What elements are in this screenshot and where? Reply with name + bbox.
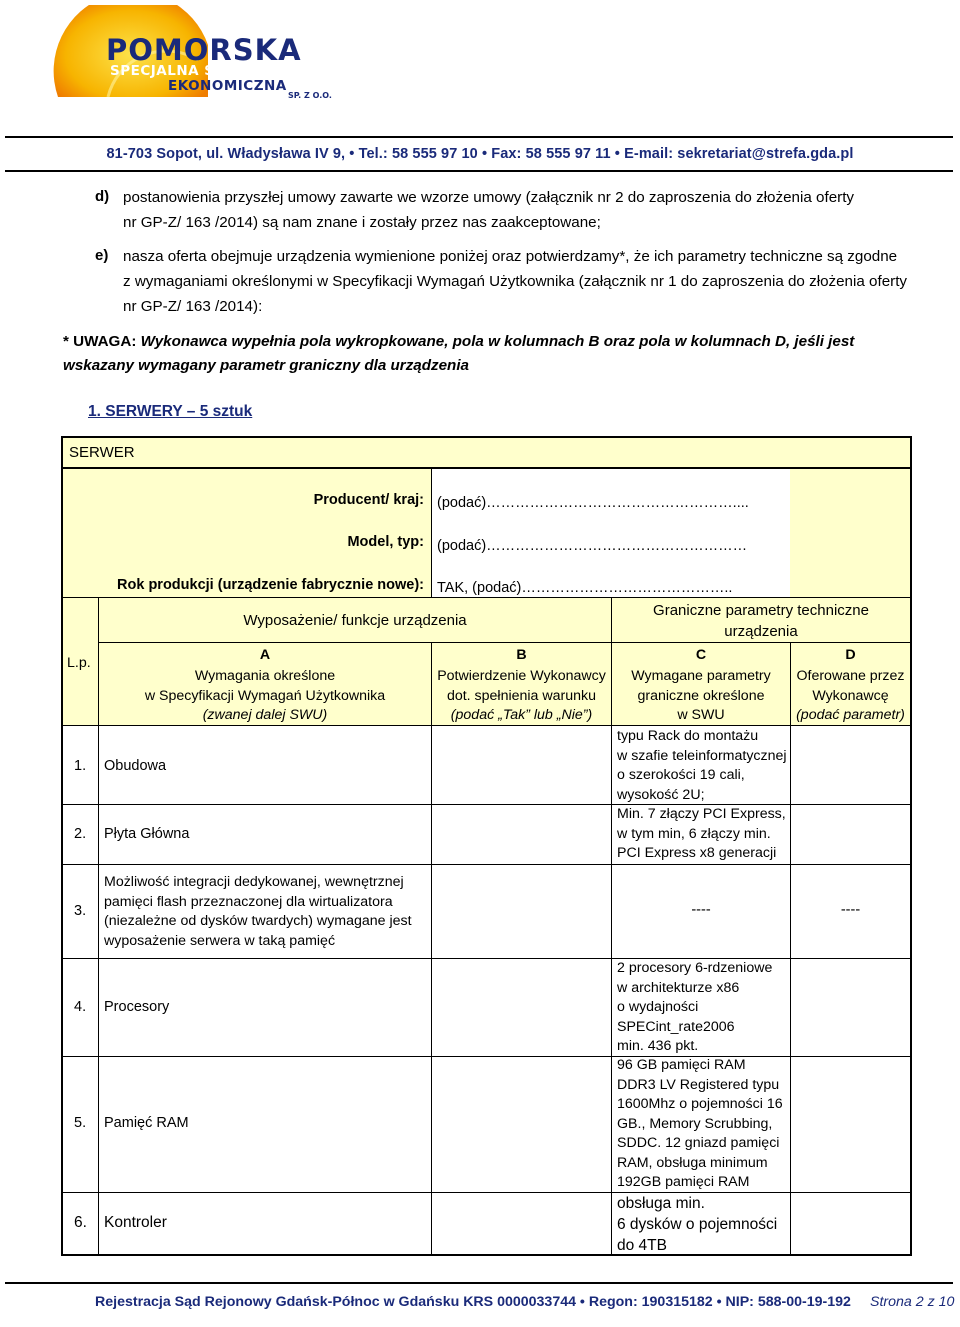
- row-5-d-input[interactable]: [791, 1057, 910, 1192]
- row-3-c-dash: ----: [691, 902, 711, 918]
- row-5-b-input[interactable]: [432, 1057, 611, 1192]
- row-3-d-dash: ----: [840, 902, 861, 918]
- row-3-b-input[interactable]: [432, 865, 611, 958]
- logo-text-line4: SP. Z O.O.: [288, 91, 332, 100]
- row-6-number: 6.: [74, 1214, 87, 1231]
- row-1-c-value: typu Rack do montażu w szafie teleinformatycznej o szerokości 19 cali, wysokość 2U;: [617, 728, 787, 803]
- group-header-right-1: Graniczne parametry techniczne: [653, 602, 869, 619]
- footer-registration: Rejestracja Sąd Rejonowy Gdańsk-Północ w Gdańsku KRS 0000033744 • Regon: 190315182 • NIP: 588-00-19-192: [95, 1294, 851, 1310]
- item-label-e: e): [95, 247, 109, 264]
- producer-field[interactable]: (podać)……………………………………………....: [437, 495, 749, 511]
- item-e-line3: nr GP-Z/ 163 /2014):: [123, 298, 263, 315]
- model-field[interactable]: (podać)………………………………………………: [437, 538, 748, 554]
- col-d-header: Oferowane przez Wykonawcę (podać parametr): [796, 668, 905, 723]
- note-text: Wykonawca wypełnia pola wykropkowane, pola w kolumnach B oraz pola w kolumnach D, jeśli jest wskazany wymagany parametr graniczny dla urządzenia: [63, 333, 855, 374]
- row-4-number: 4.: [74, 999, 87, 1015]
- header-rule: [5, 136, 953, 138]
- group-header-right-2: urządzenia: [724, 623, 798, 640]
- row-1-b-input[interactable]: [432, 726, 611, 804]
- item-label-d: d): [95, 188, 110, 205]
- logo-text-main: POMORSKA: [106, 33, 302, 67]
- item-e-line1: nasza oferta obejmuje urządzenia wymienione poniżej oraz potwierdzamy*, że ich parametry techniczne są zgodne: [123, 248, 898, 265]
- uwaga-note: [63, 330, 911, 378]
- lp-header: L.p.: [67, 655, 91, 671]
- form-title: SERWER: [69, 444, 135, 461]
- form-right-fill: [790, 468, 910, 598]
- item-e-line2: z wymaganiami określonymi w Specyfikacji Wymagań Użytkownika (załącznik nr 1 do zaproszenia do złożenia oferty: [123, 273, 908, 290]
- model-label: Model, typ:: [347, 534, 424, 550]
- col-b-header: Potwierdzenie Wykonawcy dot. spełnienia warunku (podać „Tak” lub „Nie”): [437, 668, 606, 723]
- logo-text-line3: EKONOMICZNA: [168, 78, 287, 94]
- row-6-c-value: obsługa min. 6 dysków o pojemności do 4TB: [617, 1195, 778, 1254]
- group-header-left: Wyposażenie/ funkcje urządzenia: [243, 612, 467, 629]
- section-title: 1. SERWERY – 5 sztuk: [88, 403, 253, 420]
- row-6-d-input[interactable]: [791, 1193, 910, 1254]
- item-d-line1: postanowienia przyszłej umowy zawarte we wzorze umowy (załącznik nr 2 do zaproszenia do złożenia oferty: [123, 189, 855, 206]
- logo-text-line2: SPECJALNA STREFA: [110, 63, 264, 79]
- row-6-b-input[interactable]: [432, 1193, 611, 1254]
- row-3-name: Możliwość integracji dedykowanej, wewnętrznej pamięci flash przeznaczonej dla wirtualizatora (niezależne od dysków twardych) wymagane jest wyposażenie serwera w taką pamięć: [104, 874, 412, 949]
- row-1-number: 1.: [74, 758, 87, 774]
- col-a-letter: A: [259, 647, 271, 663]
- row-6-name: Kontroler: [104, 1214, 167, 1231]
- row-4-b-input[interactable]: [432, 959, 611, 1056]
- col-c-header: Wymagane parametry graniczne określone w SWU: [631, 668, 771, 723]
- company-logo: [48, 5, 358, 105]
- col-b-letter: B: [516, 647, 527, 663]
- row-2-name: Płyta Główna: [104, 826, 190, 842]
- year-label: Rok produkcji (urządzenie fabrycznie nowe):: [117, 577, 424, 593]
- row-3-number: 3.: [74, 903, 87, 919]
- item-d-line2: nr GP-Z/ 163 /2014) są nam znane i zostały przez nas zaakceptowane;: [123, 214, 601, 231]
- header-rule-bottom: [5, 170, 953, 172]
- page-number: Strona 2 z 10: [870, 1294, 955, 1310]
- note-prefix: * UWAGA:: [63, 333, 137, 350]
- producer-label: Producent/ kraj:: [313, 492, 424, 508]
- row-2-d-input[interactable]: [791, 805, 910, 864]
- row-2-number: 2.: [74, 826, 87, 842]
- year-field[interactable]: TAK, (podać)……………………………………..: [437, 580, 733, 596]
- col-d-letter: D: [845, 647, 856, 663]
- row-4-d-input[interactable]: [791, 959, 910, 1056]
- row-5-c-value: 96 GB pamięci RAM DDR3 LV Registered typu 1600Mhz o pojemności 16 GB., Memory Scrubbing, SDDC. 12 gniazd pamięci RAM, obsługa minimum 192GB pamięci RAM: [617, 1057, 783, 1190]
- row-2-c-value: Min. 7 złączy PCI Express, w tym min, 6 złączy min. PCI Express x8 generacji: [617, 806, 786, 861]
- footer-rule: [5, 1282, 953, 1284]
- form-title-bar: [63, 438, 910, 468]
- header-address: 81-703 Sopot, ul. Władysława IV 9, • Tel.: 58 555 97 10 • Fax: 58 555 97 11 • E-mail: sekretariat@strefa.gda.pl: [106, 146, 854, 162]
- row-1-d-input[interactable]: [791, 726, 910, 804]
- row-5-number: 5.: [74, 1115, 87, 1131]
- row-5-name: Pamięć RAM: [104, 1115, 189, 1131]
- col-a-header: Wymagania określone w Specyfikacji Wymagań Użytkownika (zwanej dalej SWU): [144, 668, 386, 723]
- col-c-letter: C: [695, 647, 707, 663]
- row-4-name: Procesory: [104, 999, 170, 1015]
- row-4-c-value: 2 procesory 6-rdzeniowe w architekturze x86 o wydajności SPECint_rate2006 min. 436 pkt.: [617, 960, 773, 1054]
- row-1-name: Obudowa: [104, 758, 167, 774]
- row-2-b-input[interactable]: [432, 805, 611, 864]
